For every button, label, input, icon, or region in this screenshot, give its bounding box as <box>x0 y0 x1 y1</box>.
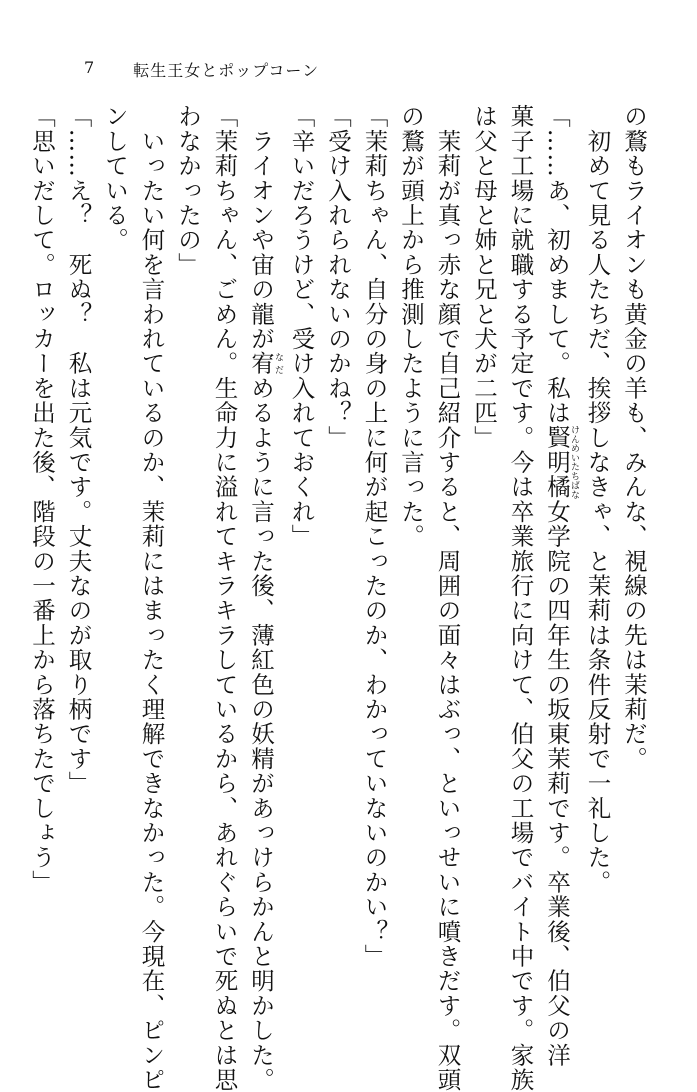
ruby-word <box>247 351 283 376</box>
text-line: 初めて見る人たちだ、挨拶しなきゃ、と茉莉は条件反射で一礼した。 <box>583 104 612 895</box>
text-segment: 女学院の四年生の坂東茉莉です。卒業後、伯父の洋 <box>543 499 571 1068</box>
ruby-name <box>543 425 579 500</box>
page-number: 7 <box>84 58 96 77</box>
text-line: の鶩もライオンも黄金の羊も、みんな、視線の先は茉莉だ。 <box>620 104 648 771</box>
text-segment: ライオンや宙の龍が <box>247 104 275 351</box>
text-segment: めるように言った後、薄紅色の妖精があっけらかんと明かした。 <box>247 375 275 1092</box>
text-line: 菓子工場に就職する予定です。今は卒業旅行に向けて、伯父の工場でバイト中です。家族 <box>506 104 535 1092</box>
page-header <box>84 58 319 81</box>
ruby-reading: けんめいたちばな <box>569 425 579 500</box>
text-line: ンしている。 <box>101 104 129 253</box>
text-line: わなかったの」 <box>174 104 202 277</box>
ruby-reading: なだ <box>273 351 283 376</box>
text-segment: 「……あ、初めまして。私は <box>543 104 571 426</box>
text-line: 「茉莉ちゃん、ごめん。生命力に溢れてキラキラしているから、あれぐらいで死ぬとは思 <box>210 104 239 1092</box>
vertical-text-body <box>28 104 652 1092</box>
text-line: いったい何を言われているのか、茉莉にはまったく理解できなかった。今現在、ピンピ <box>137 104 166 1092</box>
text-line: 「辛いだろうけど、受け入れておくれ」 <box>287 104 316 549</box>
text-line: 「茉莉ちゃん、自分の身の上に何が起こったのか、わかっていないのかい？」 <box>360 104 389 969</box>
text-line: の鶩が頭上から推測したように言った。 <box>397 104 425 549</box>
ruby-base: 宥 <box>247 351 275 376</box>
text-line: 「思いだして。ロッカーを出た後、階段の一番上から落ちたでしょう」 <box>28 104 56 895</box>
ruby-base: 賢明橘 <box>543 425 571 500</box>
text-line: 茉莉が真っ赤な顔で自己紹介すると、周囲の面々はぶっ、といっせいに噴きだす。双頭 <box>433 104 462 1092</box>
text-line <box>539 104 580 1068</box>
text-line: 「受け入れられないのかね？」 <box>324 104 352 450</box>
running-title: 転生王女とポップコーン <box>133 61 320 80</box>
text-line: 「……え？ 死ぬ？ 私は元気です。丈夫なのが取り柄です」 <box>64 104 93 796</box>
text-line <box>243 104 284 1092</box>
text-line: は父と母と姉と兄と犬が二匹」 <box>470 104 498 450</box>
